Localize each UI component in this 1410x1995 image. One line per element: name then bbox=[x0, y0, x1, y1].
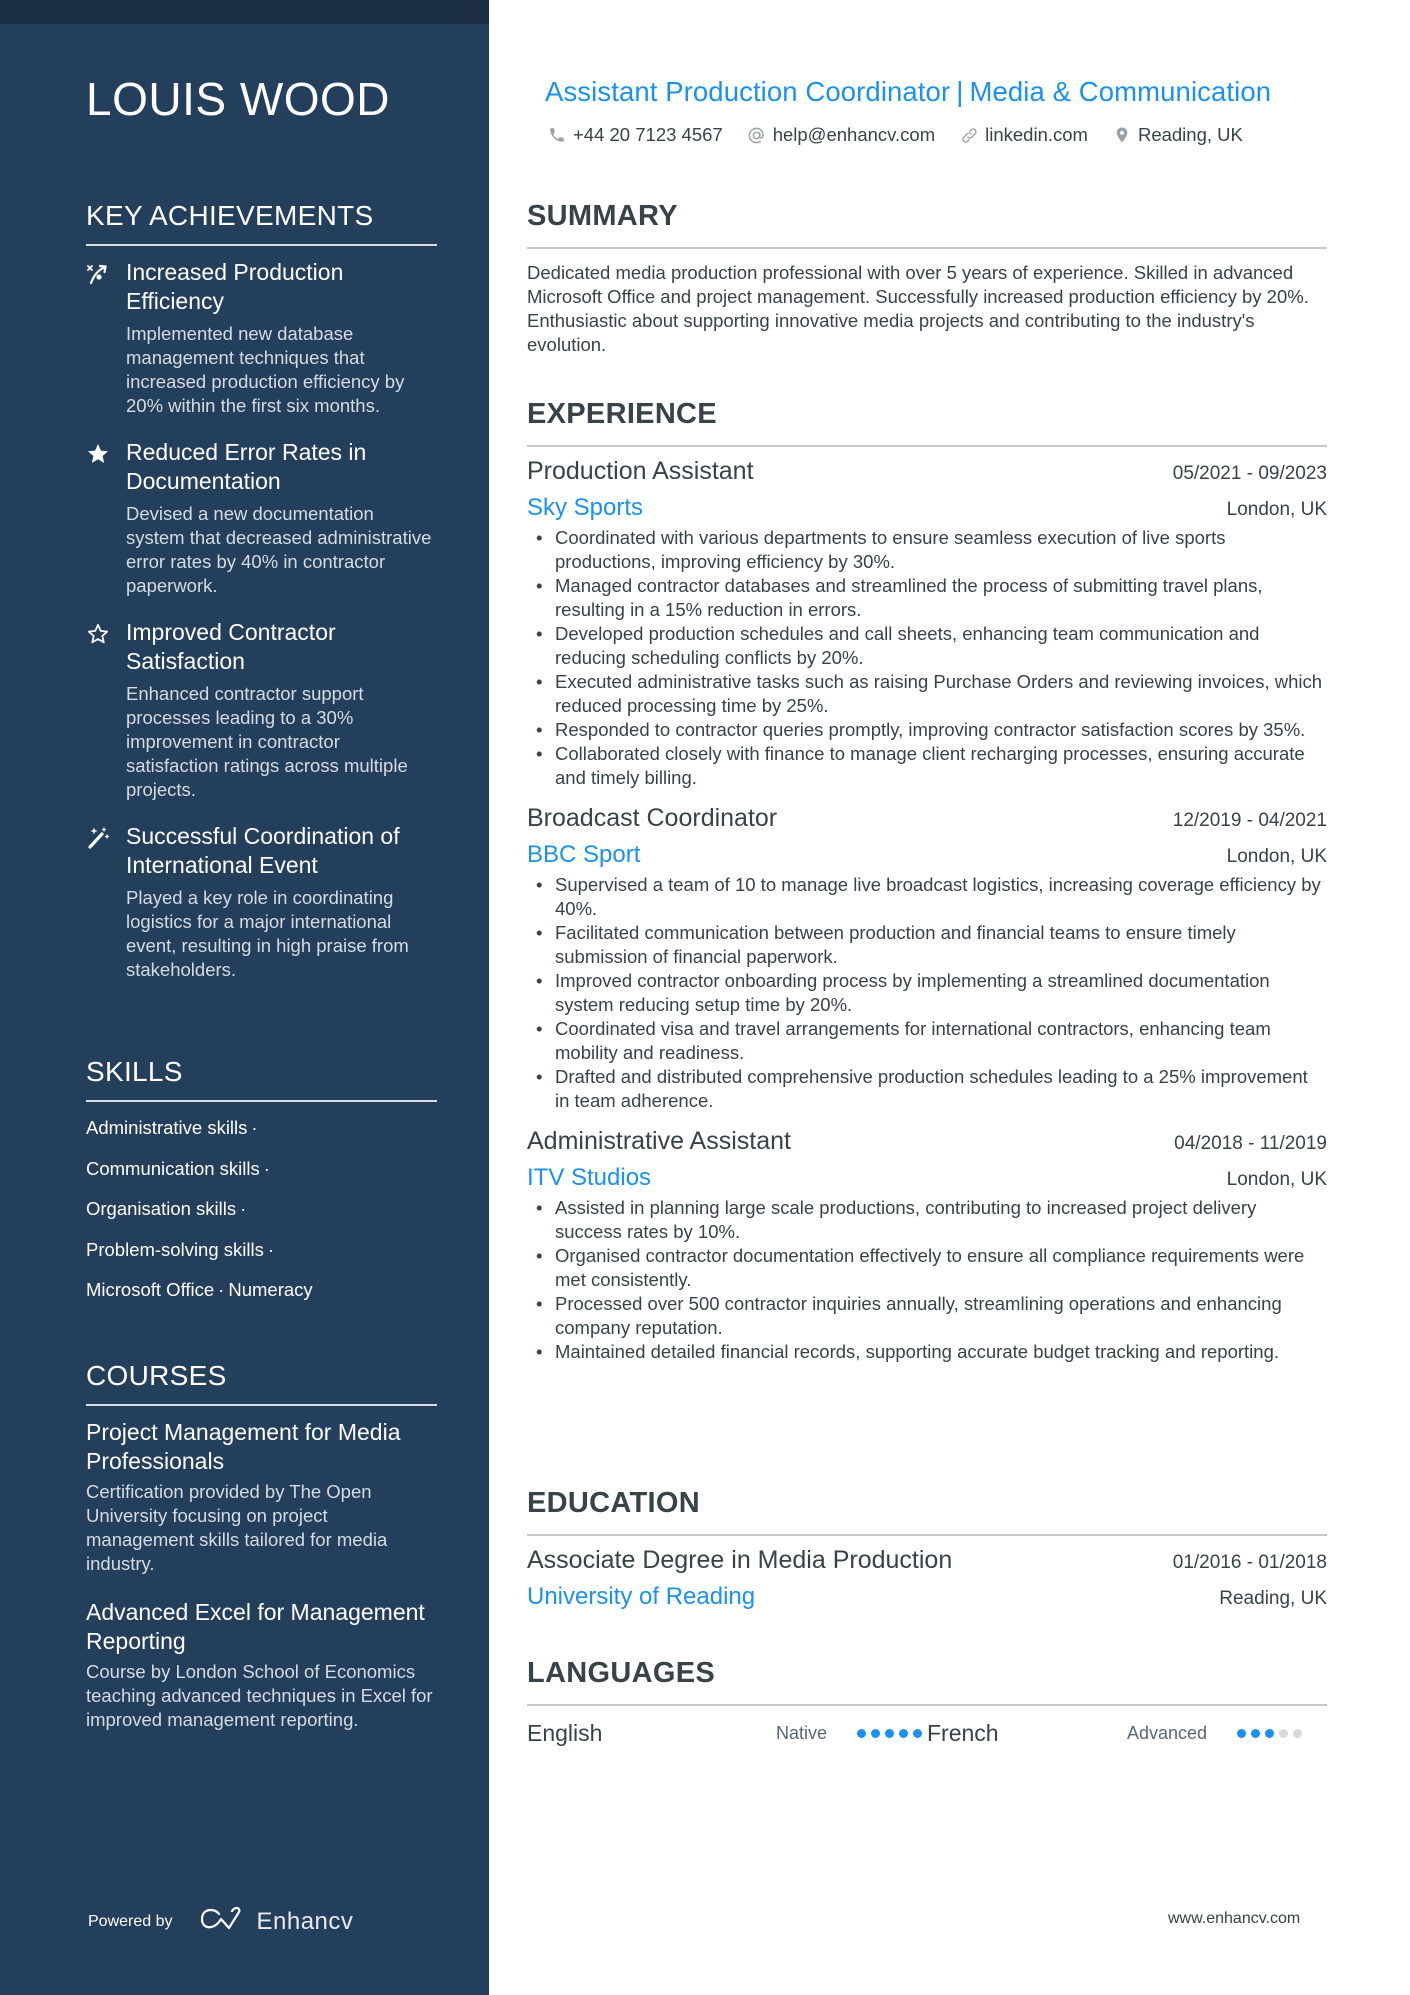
skills-section bbox=[86, 1056, 437, 1319]
enhancv-logo-icon bbox=[199, 1906, 245, 1937]
languages-row bbox=[527, 1720, 1327, 1747]
experience-item bbox=[527, 1127, 1327, 1364]
language-level: Native bbox=[775, 1723, 827, 1743]
contact-phone[interactable] bbox=[547, 124, 723, 146]
skill-separator: · bbox=[251, 1117, 258, 1138]
language-item bbox=[527, 1720, 927, 1747]
skill-row bbox=[86, 1238, 437, 1279]
section-title-courses: COURSES bbox=[86, 1360, 437, 1406]
education-location: Reading, UK bbox=[1219, 1588, 1327, 1609]
skill-tag: Administrative skills bbox=[86, 1117, 248, 1138]
skill-tag: Problem-solving skills bbox=[86, 1238, 264, 1260]
section-title-skills: SKILLS bbox=[86, 1056, 437, 1102]
skill-separator: · bbox=[267, 1238, 275, 1260]
job-bullet: • Processed over 500 contractor inquiries annually, streamlining operations and enhancing company reputation. bbox=[527, 1292, 1327, 1340]
key-achievements-section bbox=[86, 200, 437, 982]
dot-filled-icon bbox=[885, 1729, 894, 1738]
section-title-key-achievements: KEY ACHIEVEMENTS bbox=[86, 200, 437, 246]
dot-filled-icon bbox=[1251, 1729, 1260, 1738]
footer-website-link[interactable]: www.enhancv.com bbox=[1168, 1910, 1301, 1927]
education-school: University of Reading bbox=[527, 1583, 756, 1610]
skill-row bbox=[86, 1278, 437, 1319]
job-bullet: • Developed production schedules and call sheets, enhancing team communication and reducing scheduling conflicts by 20%. bbox=[527, 622, 1327, 670]
language-name: English bbox=[527, 1720, 603, 1746]
achievement-title: Successful Coordination of International Event bbox=[126, 823, 400, 878]
job-bullet: • Responded to contractor queries promptly, improving contractor satisfaction scores by 35%. bbox=[527, 718, 1327, 742]
powered-by bbox=[88, 1906, 353, 1937]
education-dates: 01/2016 - 01/2018 bbox=[1172, 1552, 1327, 1573]
link-icon bbox=[959, 125, 979, 145]
skill-separator: · bbox=[263, 1157, 270, 1179]
course-description: Certification provided by The Open University focusing on project management skills tailored for media industry. bbox=[86, 1481, 388, 1574]
growth-arrow-icon bbox=[86, 262, 110, 286]
skill-tag: Microsoft Office bbox=[86, 1279, 215, 1300]
contact-linkedin-value: linkedin.com bbox=[985, 124, 1088, 145]
job-dates: 12/2019 - 04/2021 bbox=[1172, 810, 1327, 831]
course-description: Course by London School of Economics teaching advanced techniques in Excel for improved management reporting. bbox=[86, 1661, 433, 1730]
job-bullets bbox=[527, 526, 1327, 790]
achievement-item bbox=[86, 822, 437, 982]
contact-location-value: Reading, UK bbox=[1137, 124, 1243, 145]
skill-tag: Organisation skills bbox=[86, 1198, 237, 1219]
star-filled-icon bbox=[86, 442, 110, 466]
job-title: Broadcast Coordinator bbox=[527, 804, 778, 832]
dot-filled-icon bbox=[899, 1729, 908, 1738]
achievement-item bbox=[86, 618, 437, 802]
section-title-experience: EXPERIENCE bbox=[527, 398, 1327, 447]
courses-section bbox=[86, 1360, 437, 1732]
achievement-description: Devised a new documentation system that decreased administrative error rates by 40% in contractor paperwork. bbox=[126, 503, 432, 596]
dot-filled-icon bbox=[1265, 1729, 1274, 1738]
education-section bbox=[527, 1487, 1327, 1611]
job-bullets bbox=[527, 873, 1327, 1113]
dot-empty-icon bbox=[1293, 1729, 1302, 1738]
candidate-name: LOUIS WOOD bbox=[86, 73, 391, 125]
at-sign-icon bbox=[747, 125, 767, 145]
skill-separator: · bbox=[240, 1198, 247, 1219]
job-bullet: • Improved contractor onboarding process by implementing a streamlined documentation system reducing setup time by 20%. bbox=[527, 969, 1327, 1017]
summary-section bbox=[527, 200, 1327, 357]
course-item bbox=[86, 1418, 437, 1576]
section-title-education: EDUCATION bbox=[527, 1487, 1327, 1536]
job-company: BBC Sport bbox=[527, 841, 641, 868]
job-bullet: • Facilitated communication between production and financial teams to ensure timely submission of financial paperwork. bbox=[527, 921, 1327, 969]
skill-row bbox=[86, 1157, 437, 1198]
powered-by-label: Powered by bbox=[88, 1912, 173, 1930]
job-title: Production Assistant bbox=[527, 457, 754, 485]
course-title: Project Management for Media Professionals bbox=[86, 1419, 401, 1474]
skill-row bbox=[86, 1116, 437, 1157]
section-title-summary: SUMMARY bbox=[527, 200, 1327, 249]
skill-row bbox=[86, 1197, 437, 1238]
magic-wand-icon bbox=[86, 826, 110, 850]
headline bbox=[545, 76, 1271, 108]
job-location: London, UK bbox=[1226, 1169, 1327, 1190]
headline-role: Assistant Production Coordinator bbox=[545, 76, 951, 107]
skills-list bbox=[86, 1116, 437, 1319]
contact-phone-value: +44 20 7123 4567 bbox=[573, 124, 723, 145]
dot-empty-icon bbox=[1279, 1729, 1288, 1738]
job-bullet: • Managed contractor databases and streamlined the process of submitting travel plans, resulting in a 15% reduction in errors. bbox=[527, 574, 1327, 622]
achievement-item bbox=[86, 438, 437, 598]
languages-section bbox=[527, 1657, 1327, 1747]
experience-section bbox=[527, 398, 1327, 1364]
job-bullet: • Organised contractor documentation effectively to ensure all compliance requirements were met consistently. bbox=[527, 1244, 1327, 1292]
contact-linkedin[interactable] bbox=[959, 124, 1088, 146]
language-name: French bbox=[927, 1720, 999, 1746]
job-bullet: • Coordinated visa and travel arrangements for international contractors, enhancing team mobility and readiness. bbox=[527, 1017, 1327, 1065]
contact-email[interactable] bbox=[747, 124, 935, 146]
job-bullet: • Executed administrative tasks such as raising Purchase Orders and reviewing invoices, which reduced processing time by 25%. bbox=[527, 670, 1327, 718]
skill-tag: Numeracy bbox=[228, 1279, 313, 1300]
job-dates: 04/2018 - 11/2019 bbox=[1174, 1133, 1327, 1154]
job-title: Administrative Assistant bbox=[527, 1127, 791, 1155]
job-company: Sky Sports bbox=[527, 494, 644, 521]
job-bullet: • Coordinated with various departments to ensure seamless execution of live sports productions, improving efficiency by 30%. bbox=[527, 526, 1327, 574]
dot-filled-icon bbox=[1237, 1729, 1246, 1738]
skill-tag: Communication skills bbox=[86, 1157, 260, 1179]
job-bullet: • Collaborated closely with finance to manage client recharging processes, ensuring accurate and timely billing. bbox=[527, 742, 1327, 790]
job-bullet: • Drafted and distributed comprehensive production schedules leading to a 25% improvement in team adherence. bbox=[527, 1065, 1327, 1113]
phone-icon bbox=[547, 125, 567, 145]
proficiency-dots bbox=[857, 1729, 927, 1738]
job-dates: 05/2021 - 09/2023 bbox=[1172, 463, 1327, 484]
sidebar bbox=[0, 0, 489, 1995]
achievement-title: Increased Production Efficiency bbox=[126, 259, 344, 314]
headline-separator: | bbox=[956, 76, 964, 107]
sidebar-top-strip bbox=[0, 0, 489, 24]
contact-info bbox=[547, 124, 1267, 146]
summary-text: Dedicated media production professional with over 5 years of experience. Skilled in advanced Microsoft Office and project management. Successfully increased production efficiency by 20%. Enthusiastic about supporting innovative media projects and contributing to the industry's evolution. bbox=[527, 262, 1309, 355]
achievement-item bbox=[86, 258, 437, 418]
job-bullet: • Maintained detailed financial records, supporting accurate budget tracking and reporting. bbox=[527, 1340, 1327, 1364]
location-pin-icon bbox=[1112, 125, 1132, 145]
headline-field: Media & Communication bbox=[969, 76, 1272, 107]
section-title-languages: LANGUAGES bbox=[527, 1657, 1327, 1706]
achievement-title: Improved Contractor Satisfaction bbox=[126, 619, 336, 674]
achievement-description: Played a key role in coordinating logistics for a major international event, resulting in high praise from stakeholders. bbox=[126, 887, 409, 980]
course-item bbox=[86, 1598, 437, 1732]
proficiency-dots bbox=[1237, 1729, 1307, 1738]
achievement-title: Reduced Error Rates in Documentation bbox=[126, 439, 367, 494]
job-location: London, UK bbox=[1226, 846, 1327, 867]
contact-location bbox=[1112, 124, 1243, 146]
enhancv-brand-link[interactable] bbox=[199, 1906, 354, 1937]
course-title: Advanced Excel for Management Reporting bbox=[86, 1599, 425, 1654]
dot-filled-icon bbox=[857, 1729, 866, 1738]
experience-item bbox=[527, 457, 1327, 790]
achievement-description: Implemented new database management techniques that increased production efficiency by 20% within the first six months. bbox=[126, 323, 405, 416]
job-location: London, UK bbox=[1226, 499, 1327, 520]
star-outline-icon bbox=[86, 622, 110, 646]
education-item bbox=[527, 1546, 1327, 1611]
job-company: ITV Studios bbox=[527, 1164, 652, 1191]
contact-email-value: help@enhancv.com bbox=[772, 124, 936, 145]
dot-filled-icon bbox=[913, 1729, 922, 1738]
achievement-description: Enhanced contractor support processes leading to a 30% improvement in contractor satisfaction ratings across multiple projects. bbox=[126, 683, 408, 800]
dot-filled-icon bbox=[871, 1729, 880, 1738]
job-bullet: • Assisted in planning large scale productions, contributing to increased project delivery success rates by 10%. bbox=[527, 1196, 1327, 1244]
education-degree: Associate Degree in Media Production bbox=[527, 1546, 953, 1574]
experience-item bbox=[527, 804, 1327, 1113]
language-level: Advanced bbox=[1126, 1723, 1207, 1743]
job-bullets bbox=[527, 1196, 1327, 1364]
enhancv-brand-name: Enhancv bbox=[256, 1907, 354, 1935]
skill-separator: · bbox=[218, 1279, 225, 1300]
job-bullet: • Supervised a team of 10 to manage live broadcast logistics, increasing coverage efficiency by 40%. bbox=[527, 873, 1327, 921]
language-item bbox=[927, 1720, 1327, 1747]
